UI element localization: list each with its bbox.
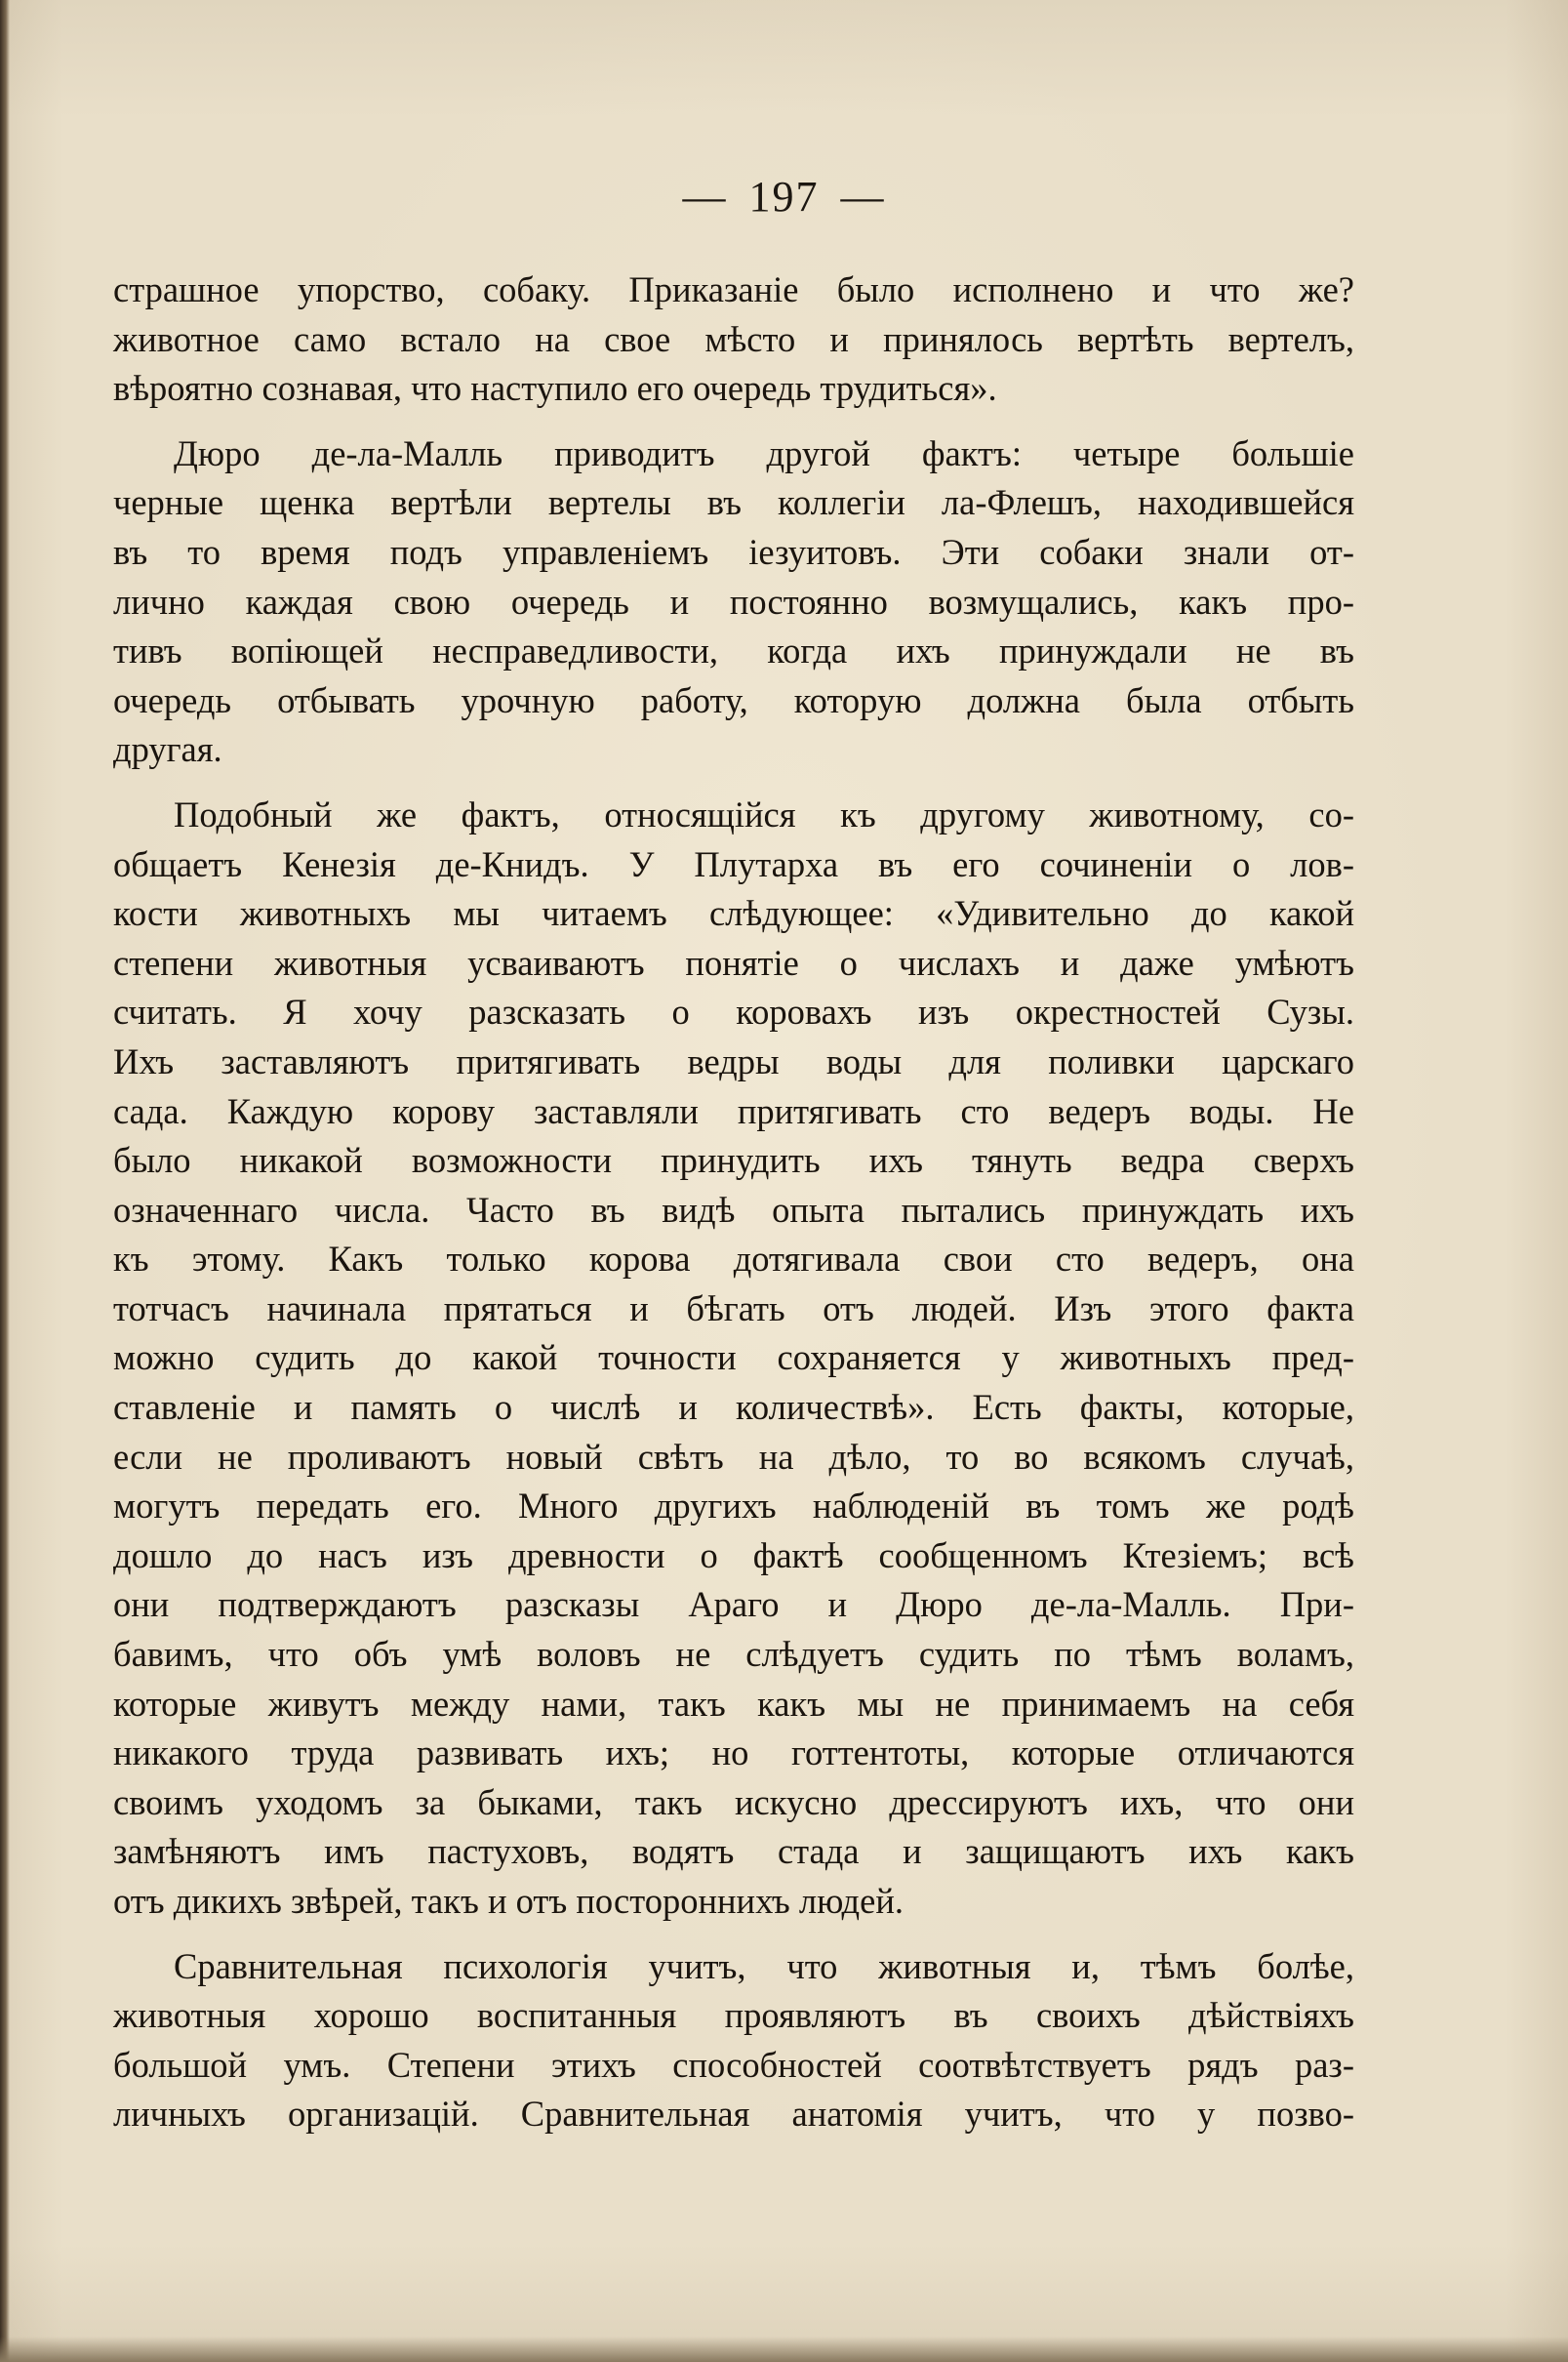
text-line: къ этому. Какъ только корова дотягивала свои сто ведеръ, она — [113, 1239, 1354, 1280]
text-line: своимъ уходомъ за быками, такъ искусно дрессируютъ ихъ, что они — [113, 1781, 1354, 1822]
text-line: никакого труда развивать ихъ; но готтентоты, которые отличаются — [113, 1732, 1354, 1773]
text-line: лично каждая свою очередь и постоянно возмущались, какъ про- — [113, 581, 1354, 622]
text-line: вѣроятно сознавая, что наступило его очередь трудиться». — [113, 368, 997, 409]
text-line: страшное упорство, собаку. Приказаніе было исполнено и что же? — [113, 269, 1354, 309]
text-line: личныхъ организацій. Сравнительная анатомія учитъ, что у позво- — [113, 2094, 1354, 2135]
text-line: степени животныя усваиваютъ понятіе о числахъ и даже умѣютъ — [113, 942, 1354, 983]
page-left-edge — [0, 0, 10, 2362]
text-line: животныя хорошо воспитанныя проявляютъ въ своихъ дѣйствіяхъ — [113, 1995, 1354, 2036]
paragraph-gap — [113, 414, 1354, 429]
text-line: замѣняютъ имъ пастуховъ, водятъ стада и защищаютъ ихъ какъ — [113, 1831, 1354, 1872]
text-line: Ихъ заставляютъ притягивать ведры воды для поливки царскаго — [113, 1040, 1354, 1081]
text-line: въ то время подъ управленіемъ іезуитовъ. Эти собаки знали от- — [113, 531, 1354, 572]
body-text — [113, 265, 1354, 2139]
paragraph-gap — [113, 1927, 1354, 1942]
page-header — [0, 172, 1568, 222]
paragraph-gap — [113, 775, 1354, 791]
page-number: 197 — [748, 173, 820, 221]
header-dash-left: — — [682, 173, 728, 221]
text-line: Дюро де-ла-Малль приводитъ другой фактъ: четыре большіе — [174, 432, 1354, 473]
text-line: если не проливаютъ новый свѣтъ на дѣло, то во всякомъ случаѣ, — [113, 1436, 1354, 1477]
text-line: которые живутъ между нами, такъ какъ мы не принимаемъ на себя — [113, 1683, 1354, 1724]
text-line: было никакой возможности принудить ихъ тянуть ведра сверхъ — [113, 1140, 1354, 1181]
text-line: другая. — [113, 729, 222, 770]
text-line: считать. Я хочу разсказать о коровахъ изъ окрестностей Сузы. — [113, 992, 1354, 1033]
text-line: тотчасъ начинала прятаться и бѣгать отъ людей. Изъ этого факта — [113, 1287, 1354, 1328]
text-line: очередь отбывать урочную работу, которую должна была отбыть — [113, 679, 1354, 720]
text-line: тивъ вопіющей несправедливости, когда ихъ принуждали не въ — [113, 631, 1354, 672]
text-line: ставленіе и память о числѣ и количествѣ». Есть факты, которые, — [113, 1387, 1354, 1428]
text-line: бавимъ, что объ умѣ воловъ не слѣдуетъ судить по тѣмъ воламъ, — [113, 1634, 1354, 1675]
text-line: можно судить до какой точности сохраняется у животныхъ пред- — [113, 1337, 1354, 1378]
page-bottom-edge — [0, 2337, 1568, 2362]
header-dash-right: — — [840, 173, 886, 221]
text-line: животное само встало на свое мѣсто и принялось вертѣть вертелъ, — [113, 318, 1354, 359]
text-line: большой умъ. Степени этихъ способностей соотвѣтствуетъ рядъ раз- — [113, 2044, 1354, 2085]
text-line: черные щенка вертѣли вертелы въ коллегіи ла-Флешъ, находившейся — [113, 482, 1354, 523]
text-line: они подтверждаютъ разсказы Араго и Дюро де-ла-Малль. При- — [113, 1584, 1354, 1625]
text-line: Подобный же фактъ, относящійся къ другому животному, со- — [174, 794, 1354, 835]
text-line: кости животныхъ мы читаемъ слѣдующее: «Удивительно до какой — [113, 893, 1354, 934]
text-line: означеннаго числа. Часто въ видѣ опыта пытались принуждать ихъ — [113, 1189, 1354, 1230]
text-line: отъ дикихъ звѣрей, такъ и отъ постороннихъ людей. — [113, 1881, 904, 1921]
text-line: общаетъ Кенезія де-Книдъ. У Плутарха въ его сочиненіи о лов- — [113, 843, 1354, 884]
text-line: дошло до насъ изъ древности о фактѣ сообщенномъ Ктезіемъ; всѣ — [113, 1534, 1354, 1575]
text-line: могутъ передать его. Много другихъ наблюденій въ томъ же родѣ — [113, 1486, 1354, 1527]
text-line: Сравнительная психологія учитъ, что животныя и, тѣмъ болѣе, — [174, 1945, 1354, 1986]
text-line: сада. Каждую корову заставляли притягивать сто ведеръ воды. Не — [113, 1090, 1354, 1131]
